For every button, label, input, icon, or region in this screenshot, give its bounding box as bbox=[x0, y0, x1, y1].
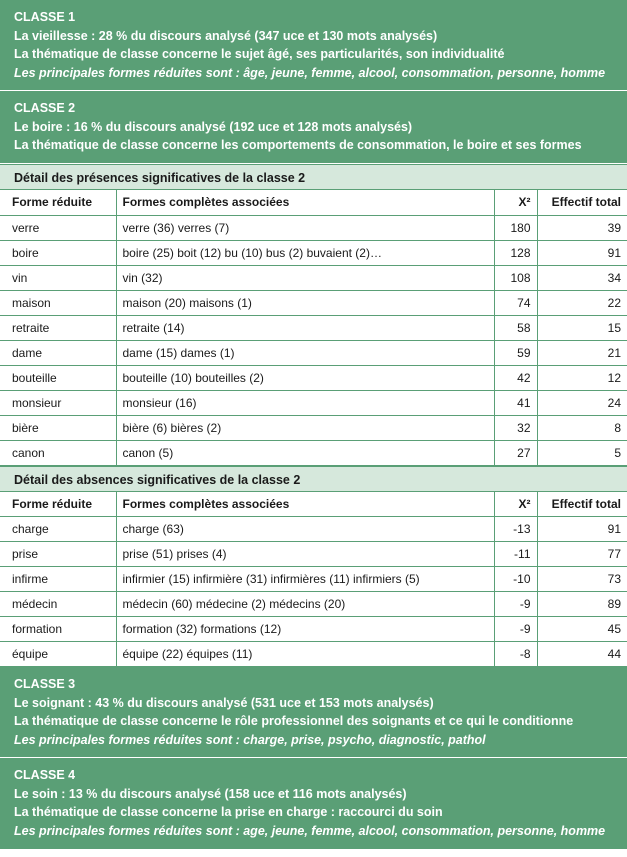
cell-formes-completes: monsieur (16) bbox=[116, 390, 494, 415]
cell-forme-reduite: vin bbox=[0, 265, 116, 290]
cell-formes-completes: maison (20) maisons (1) bbox=[116, 290, 494, 315]
cell-effectif: 91 bbox=[537, 240, 627, 265]
cell-effectif: 21 bbox=[537, 340, 627, 365]
classe4-theme: La thématique de classe concerne la prise en charge : raccourci du soin bbox=[14, 805, 443, 820]
cell-chi2: -9 bbox=[494, 592, 537, 617]
col-chi2: X² bbox=[494, 492, 537, 517]
table-row bbox=[0, 340, 627, 365]
cell-forme-reduite: infirme bbox=[0, 567, 116, 592]
cell-forme-reduite: prise bbox=[0, 542, 116, 567]
cell-formes-completes: équipe (22) équipes (11) bbox=[116, 642, 494, 667]
cell-forme-reduite: verre bbox=[0, 215, 116, 240]
cell-effectif: 8 bbox=[537, 415, 627, 440]
classe1-subtitle-detail: 28 % du discours analysé (347 uce et 130 mots analysés) bbox=[95, 28, 438, 43]
classe4-subtitle-name: Le soin : bbox=[14, 786, 66, 801]
cell-forme-reduite: canon bbox=[0, 440, 116, 465]
cell-formes-completes: verre (36) verres (7) bbox=[116, 215, 494, 240]
cell-chi2: 41 bbox=[494, 390, 537, 415]
classe1-title: CLASSE 1 bbox=[14, 10, 76, 24]
classe1-block bbox=[0, 0, 627, 91]
table-row bbox=[0, 517, 627, 542]
table-row bbox=[0, 542, 627, 567]
classe3-subtitle-name: Le soignant : bbox=[14, 695, 92, 710]
cell-chi2: -13 bbox=[494, 517, 537, 542]
cell-effectif: 89 bbox=[537, 592, 627, 617]
cell-effectif: 15 bbox=[537, 315, 627, 340]
classe4-forms: Les principales formes réduites sont : age, jeune, femme, alcool, consommation, personne, homme bbox=[14, 823, 606, 838]
cell-effectif: 12 bbox=[537, 365, 627, 390]
presences-heading: Détail des présences significatives de la classe 2 bbox=[0, 164, 627, 190]
table-row bbox=[0, 440, 627, 465]
cell-chi2: 128 bbox=[494, 240, 537, 265]
col-effectif: Effectif total bbox=[537, 190, 627, 215]
cell-forme-reduite: maison bbox=[0, 290, 116, 315]
cell-effectif: 91 bbox=[537, 517, 627, 542]
cell-forme-reduite: bière bbox=[0, 415, 116, 440]
cell-formes-completes: bière (6) bières (2) bbox=[116, 415, 494, 440]
cell-forme-reduite: monsieur bbox=[0, 390, 116, 415]
classe3-title: CLASSE 3 bbox=[14, 677, 76, 691]
cell-forme-reduite: équipe bbox=[0, 642, 116, 667]
table-row bbox=[0, 315, 627, 340]
cell-formes-completes: boire (25) boit (12) bu (10) bus (2) buvaient (2)… bbox=[116, 240, 494, 265]
cell-formes-completes: retraite (14) bbox=[116, 315, 494, 340]
cell-forme-reduite: bouteille bbox=[0, 365, 116, 390]
classe3-block bbox=[0, 667, 627, 758]
cell-forme-reduite: charge bbox=[0, 517, 116, 542]
cell-effectif: 45 bbox=[537, 617, 627, 642]
table-row bbox=[0, 415, 627, 440]
cell-effectif: 22 bbox=[537, 290, 627, 315]
classe1-subtitle bbox=[14, 27, 617, 46]
cell-chi2: 74 bbox=[494, 290, 537, 315]
cell-forme-reduite: retraite bbox=[0, 315, 116, 340]
absences-header-row bbox=[0, 492, 627, 517]
classe4-title: CLASSE 4 bbox=[14, 768, 76, 782]
classe3-forms: Les principales formes réduites sont : charge, prise, psycho, diagnostic, pathol bbox=[14, 732, 486, 747]
classe3-subtitle bbox=[14, 694, 617, 713]
cell-chi2: -8 bbox=[494, 642, 537, 667]
cell-forme-reduite: médecin bbox=[0, 592, 116, 617]
classe4-subtitle-detail: 13 % du discours analysé (158 uce et 116 mots analysés) bbox=[65, 786, 407, 801]
cell-chi2: 27 bbox=[494, 440, 537, 465]
absences-table bbox=[0, 492, 627, 668]
cell-formes-completes: bouteille (10) bouteilles (2) bbox=[116, 365, 494, 390]
absences-heading: Détail des absences significatives de la classe 2 bbox=[0, 466, 627, 492]
table-row bbox=[0, 365, 627, 390]
col-forme-reduite: Forme réduite bbox=[0, 492, 116, 517]
table-row bbox=[0, 592, 627, 617]
cell-effectif: 44 bbox=[537, 642, 627, 667]
cell-formes-completes: prise (51) prises (4) bbox=[116, 542, 494, 567]
classe2-theme: La thématique de classe concerne les comportements de consommation, le boire et ses formes bbox=[14, 138, 582, 153]
presences-header-row bbox=[0, 190, 627, 215]
classe1-subtitle-name: La vieillesse : bbox=[14, 28, 96, 43]
cell-chi2: -11 bbox=[494, 542, 537, 567]
classe2-title: CLASSE 2 bbox=[14, 101, 76, 115]
cell-formes-completes: formation (32) formations (12) bbox=[116, 617, 494, 642]
table-row bbox=[0, 215, 627, 240]
cell-effectif: 5 bbox=[537, 440, 627, 465]
cell-effectif: 77 bbox=[537, 542, 627, 567]
cell-chi2: -9 bbox=[494, 617, 537, 642]
cell-chi2: 58 bbox=[494, 315, 537, 340]
absences-body bbox=[0, 517, 627, 667]
cell-effectif: 24 bbox=[537, 390, 627, 415]
cell-chi2: 32 bbox=[494, 415, 537, 440]
cell-effectif: 34 bbox=[537, 265, 627, 290]
col-formes-completes: Formes complètes associées bbox=[116, 190, 494, 215]
classe2-subtitle-name: Le boire : bbox=[14, 119, 71, 134]
classe2-subtitle bbox=[14, 118, 617, 137]
col-forme-reduite: Forme réduite bbox=[0, 190, 116, 215]
classe4-block bbox=[0, 758, 627, 849]
cell-chi2: 180 bbox=[494, 215, 537, 240]
cell-forme-reduite: boire bbox=[0, 240, 116, 265]
presences-table bbox=[0, 190, 627, 466]
cell-chi2: 42 bbox=[494, 365, 537, 390]
classe2-subtitle-detail: 16 % du discours analysé (192 uce et 128 mots analysés) bbox=[70, 119, 413, 134]
cell-chi2: 59 bbox=[494, 340, 537, 365]
cell-effectif: 73 bbox=[537, 567, 627, 592]
presences-body bbox=[0, 215, 627, 465]
cell-formes-completes: dame (15) dames (1) bbox=[116, 340, 494, 365]
cell-chi2: 108 bbox=[494, 265, 537, 290]
table-row bbox=[0, 642, 627, 667]
col-formes-completes: Formes complètes associées bbox=[116, 492, 494, 517]
classe3-theme: La thématique de classe concerne le rôle professionnel des soignants et ce qui le conditionne bbox=[14, 714, 574, 729]
table-row bbox=[0, 290, 627, 315]
table-row bbox=[0, 567, 627, 592]
table-row bbox=[0, 240, 627, 265]
cell-formes-completes: charge (63) bbox=[116, 517, 494, 542]
cell-effectif: 39 bbox=[537, 215, 627, 240]
cell-forme-reduite: formation bbox=[0, 617, 116, 642]
classe2-block bbox=[0, 91, 627, 164]
col-chi2: X² bbox=[494, 190, 537, 215]
table-row bbox=[0, 265, 627, 290]
cell-formes-completes: infirmier (15) infirmière (31) infirmières (11) infirmiers (5) bbox=[116, 567, 494, 592]
classe4-subtitle bbox=[14, 785, 617, 804]
classe3-subtitle-detail: 43 % du discours analysé (531 uce et 153 mots analysés) bbox=[91, 695, 434, 710]
table-row bbox=[0, 617, 627, 642]
table-row bbox=[0, 390, 627, 415]
classe1-forms: Les principales formes réduites sont : âge, jeune, femme, alcool, consommation, personne, homme bbox=[14, 65, 606, 80]
cell-formes-completes: vin (32) bbox=[116, 265, 494, 290]
col-effectif: Effectif total bbox=[537, 492, 627, 517]
cell-forme-reduite: dame bbox=[0, 340, 116, 365]
classe1-theme: La thématique de classe concerne le sujet âgé, ses particularités, son individualité bbox=[14, 47, 505, 62]
cell-formes-completes: canon (5) bbox=[116, 440, 494, 465]
cell-chi2: -10 bbox=[494, 567, 537, 592]
cell-formes-completes: médecin (60) médecine (2) médecins (20) bbox=[116, 592, 494, 617]
